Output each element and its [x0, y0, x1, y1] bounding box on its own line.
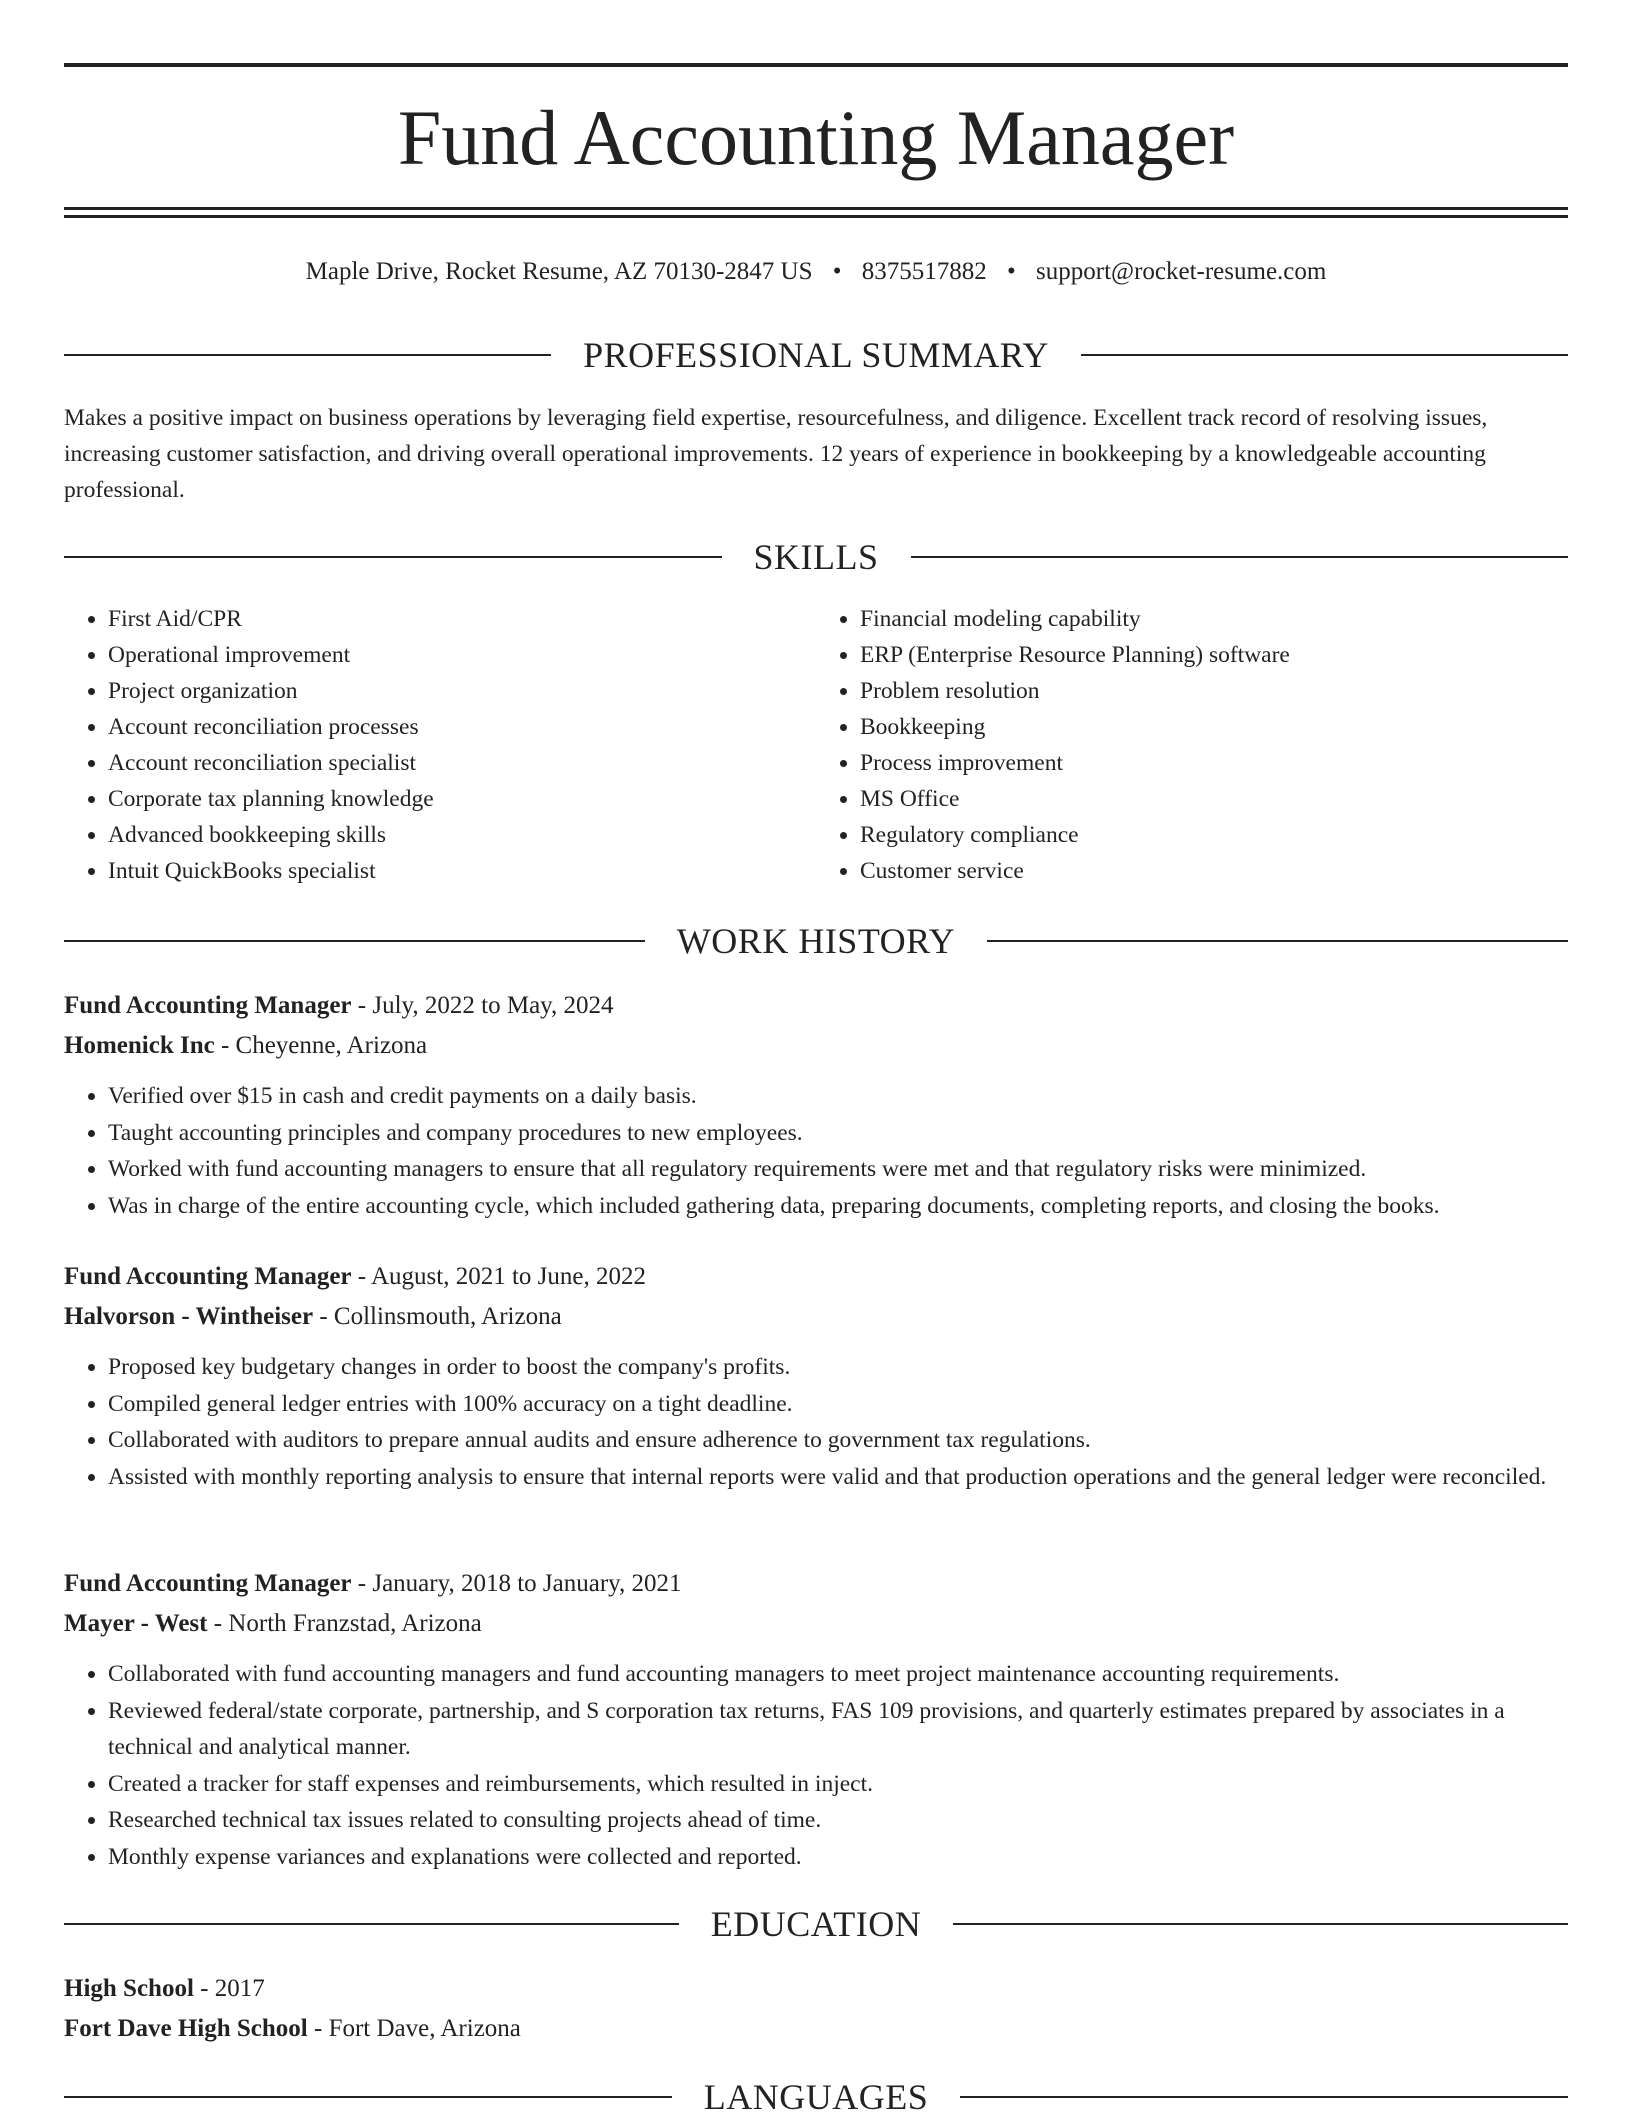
job-title-line	[64, 1564, 1568, 1604]
skill-item: • Account reconciliation processes	[108, 709, 816, 745]
skill-item: • MS Office	[860, 781, 1568, 817]
job-entry	[64, 1257, 1568, 1495]
summary-section-title: PROFESSIONAL SUMMARY	[583, 335, 1049, 375]
job-bullet: • Monthly expense variances and explanations were collected and reported.	[108, 1839, 1568, 1876]
header-rule-upper	[64, 207, 1568, 210]
job-entry	[64, 1564, 1568, 1875]
skill-item: • Corporate tax planning knowledge	[108, 781, 816, 817]
job-bullet: • Collaborated with fund accounting managers and fund accounting managers to meet project maintenance accounting requirements.	[108, 1656, 1568, 1693]
summary-text: Makes a positive impact on business operations by leveraging field expertise, resourcefulness, and diligence. Excellent track record of resolving issues, increasing customer satisfaction, and driving overall operational improvements. 12 years of experience in bookkeeping by a knowledgeable accounting professional.	[64, 405, 1488, 503]
job-dates: - July, 2022 to May, 2024	[351, 992, 614, 1019]
contact-email: support@rocket-resume.com	[1036, 258, 1327, 285]
job-title-line	[64, 1257, 1568, 1297]
job-company: Homenick Inc	[64, 1032, 215, 1059]
skills-section-title: SKILLS	[753, 537, 879, 577]
job-company: Mayer - West	[64, 1610, 208, 1637]
skill-item: • Problem resolution	[860, 673, 1568, 709]
job-title: Fund Accounting Manager	[64, 992, 352, 1019]
job-bullets	[64, 1349, 1568, 1495]
section-divider	[64, 940, 645, 942]
section-divider	[987, 940, 1568, 942]
job-bullet: • Assisted with monthly reporting analysis to ensure that internal reports were valid and that production operations and the general ledger were reconciled.	[108, 1459, 1568, 1496]
section-divider	[953, 1923, 1568, 1925]
education-entry	[64, 1969, 1568, 2049]
skill-item: • Account reconciliation specialist	[108, 745, 816, 781]
skill-item: • Advanced bookkeeping skills	[108, 817, 816, 853]
job-company-line	[64, 1026, 1568, 1066]
job-title: Fund Accounting Manager	[64, 1263, 352, 1290]
job-location: - Cheyenne, Arizona	[214, 1032, 428, 1059]
job-entry	[64, 986, 1568, 1224]
contact-line	[64, 252, 1568, 292]
job-bullet: • Was in charge of the entire accounting cycle, which included gathering data, preparing documents, completing reports, and closing the books.	[108, 1188, 1568, 1225]
job-location: - North Franzstad, Arizona	[207, 1610, 482, 1637]
skill-item: • Intuit QuickBooks specialist	[108, 853, 816, 889]
education-location: - Fort Dave, Arizona	[307, 2015, 521, 2042]
work-section-header	[64, 919, 1568, 963]
skill-item: • Process improvement	[860, 745, 1568, 781]
skills-section-header	[64, 535, 1568, 579]
job-bullet: • Taught accounting principles and company procedures to new employees.	[108, 1115, 1568, 1152]
work-section-title: WORK HISTORY	[676, 921, 956, 961]
contact-address: Maple Drive, Rocket Resume, AZ 70130-2847 US	[305, 258, 813, 285]
education-school: Fort Dave High School	[64, 2015, 308, 2042]
section-divider	[1081, 354, 1568, 356]
job-title-line	[64, 986, 1568, 1026]
job-bullet: • Compiled general ledger entries with 100% accuracy on a tight deadline.	[108, 1386, 1568, 1423]
contact-separator: •	[1007, 258, 1016, 285]
skill-item: • Project organization	[108, 673, 816, 709]
languages-section-header	[64, 2075, 1568, 2119]
section-divider	[64, 556, 722, 558]
section-divider	[64, 1923, 679, 1925]
job-bullets	[64, 1078, 1568, 1224]
skills-column-left	[64, 601, 816, 889]
job-bullets	[64, 1656, 1568, 1875]
job-dates: - January, 2018 to January, 2021	[351, 1570, 682, 1597]
contact-separator: •	[832, 258, 842, 285]
job-bullet: • Created a tracker for staff expenses and reimbursements, which resulted in inject.	[108, 1766, 1568, 1803]
languages-section-title: LANGUAGES	[703, 2077, 929, 2117]
skill-item: • ERP (Enterprise Resource Planning) software	[860, 637, 1568, 673]
job-company: Halvorson - Wintheiser	[64, 1303, 314, 1330]
education-degree: High School	[64, 1975, 194, 2002]
skill-item: • Financial modeling capability	[860, 601, 1568, 637]
header-rule-lower	[64, 215, 1568, 218]
skill-item: • Customer service	[860, 853, 1568, 889]
skills-list	[64, 601, 1568, 889]
section-divider	[64, 2096, 672, 2098]
job-dates: - August, 2021 to June, 2022	[351, 1263, 646, 1290]
summary-section-header	[64, 333, 1568, 377]
job-company-line	[64, 1604, 1568, 1644]
skill-item: • Regulatory compliance	[860, 817, 1568, 853]
job-bullet: • Reviewed federal/state corporate, partnership, and S corporation tax returns, FAS 109 provisions, and quarterly estimates prepared by associates in a technical and analytical manner.	[108, 1693, 1568, 1766]
section-divider	[960, 2096, 1568, 2098]
resume-name: Fund Accounting Manager	[397, 94, 1235, 181]
education-section-title: EDUCATION	[710, 1904, 922, 1944]
section-divider	[911, 556, 1569, 558]
header-top-rule	[64, 63, 1568, 67]
job-bullet: • Proposed key budgetary changes in order to boost the company's profits.	[108, 1349, 1568, 1386]
skill-item: • Bookkeeping	[860, 709, 1568, 745]
skill-item: • Operational improvement	[108, 637, 816, 673]
job-company-line	[64, 1297, 1568, 1337]
job-bullet: • Researched technical tax issues related to consulting projects ahead of time.	[108, 1802, 1568, 1839]
education-degree-line	[64, 1969, 1568, 2009]
job-bullet: • Collaborated with auditors to prepare annual audits and ensure adherence to government tax regulations.	[108, 1422, 1568, 1459]
skill-item: • First Aid/CPR	[108, 601, 816, 637]
education-school-line	[64, 2009, 1568, 2049]
skills-column-right	[816, 601, 1568, 889]
education-year: - 2017	[193, 1975, 265, 2002]
job-bullet: • Verified over $15 in cash and credit payments on a daily basis.	[108, 1078, 1568, 1115]
education-section-header	[64, 1902, 1568, 1946]
section-divider	[64, 354, 551, 356]
job-title: Fund Accounting Manager	[64, 1570, 352, 1597]
job-location: - Collinsmouth, Arizona	[313, 1303, 562, 1330]
job-bullet: • Worked with fund accounting managers to ensure that all regulatory requirements were met and that regulatory risks were minimized.	[108, 1151, 1568, 1188]
contact-phone: 8375517882	[861, 258, 987, 285]
